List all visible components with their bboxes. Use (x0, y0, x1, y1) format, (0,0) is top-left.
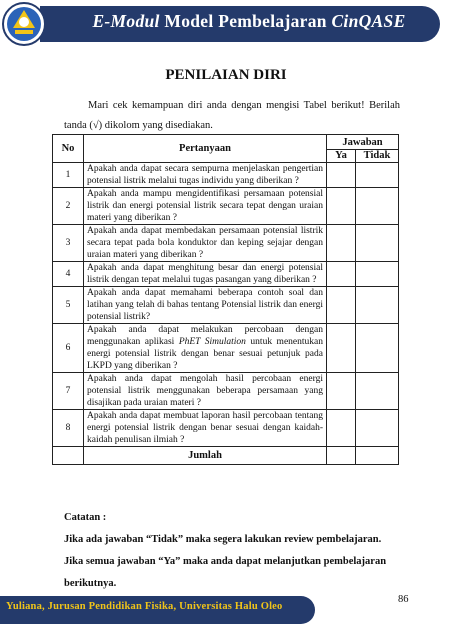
page-header (0, 0, 452, 50)
row-number: 8 (53, 410, 84, 447)
row-question: Apakah anda dapat mengolah hasil percobaan energi potensial listrik menggunakan beberapa persamaan yang disajikan pada uraian materi ? (84, 373, 327, 410)
table-row (53, 188, 399, 225)
answer-yes-cell[interactable] (327, 188, 356, 225)
table-row (53, 373, 399, 410)
notes-section (64, 507, 409, 595)
total-yes-cell[interactable] (327, 447, 356, 465)
page-title: PENILAIAN DIRI (165, 67, 287, 83)
table-row (53, 262, 399, 287)
answer-tidak-cell[interactable] (356, 373, 399, 410)
self-assessment-table (52, 134, 399, 465)
col-header-no: No (53, 135, 84, 163)
total-tidak-cell[interactable] (356, 447, 399, 465)
row-number: 4 (53, 262, 84, 287)
row-question: Apakah anda dapat menghitung besar dan energi potensial listrik dengan tepat melalui tugas pasangan yang diberikan ? (84, 262, 327, 287)
row-number: 2 (53, 188, 84, 225)
row-number: 3 (53, 225, 84, 262)
table-header-row (53, 135, 399, 150)
total-label: Jumlah (84, 447, 327, 465)
row-question: Apakah anda dapat secara sempurna menjelaskan pengertian potensial listrik melalui tugas individu yang diberikan ? (84, 163, 327, 188)
answer-tidak-cell[interactable] (356, 225, 399, 262)
row-question: Apakah anda mampu mengidentifikasi persamaan potensial listrik dan energi potensial listrik secara tepat dengan uraian materi yang diberikan ? (84, 188, 327, 225)
answer-yes-cell[interactable] (327, 410, 356, 447)
notes-heading: Catatan : (64, 512, 107, 523)
col-header-question: Pertanyaan (84, 135, 327, 163)
answer-yes-cell[interactable] (327, 262, 356, 287)
intro-text: Mari cek kemampuan diri anda dengan mengisi Tabel berikut! Berilah tanda (√) dikolom yang disediakan. (64, 100, 400, 131)
col-header-yes: Ya (327, 150, 356, 163)
answer-tidak-cell[interactable] (356, 262, 399, 287)
row-question: Apakah anda dapat membedakan persamaan potensial listrik secara tepat pada bola konduktor dan keping sejajar dengan uraian materi yang diberikan ? (84, 225, 327, 262)
answer-yes-cell[interactable] (327, 373, 356, 410)
row-number: 6 (53, 324, 84, 373)
notes-line-ya: Jika semua jawaban “Ya” maka anda dapat melanjutkan pembelajaran berikutnya. (64, 556, 387, 589)
answer-yes-cell[interactable] (327, 287, 356, 324)
ministry-logo-icon (2, 2, 46, 46)
module-title: E-Modul Model Pembelajaran CinQASE (92, 11, 406, 31)
answer-yes-cell[interactable] (327, 225, 356, 262)
footer-author: Yuliana, Jurusan Pendidikan Fisika, Universitas Halu Oleo (6, 601, 283, 612)
page-number: 86 (398, 594, 409, 605)
row-question: Apakah anda dapat memahami beberapa contoh soal dan latihan yang telah di bahas tentang Potensial listrik dan energi potensial listrik? (84, 287, 327, 324)
answer-tidak-cell[interactable] (356, 324, 399, 373)
row-number: 1 (53, 163, 84, 188)
row-question: Apakah anda dapat membuat laporan hasil percobaan tentang energi potensial listrik dengan benar sesuai dengan kaidah-kaidah penulisan ilmiah ? (84, 410, 327, 447)
table-row (53, 287, 399, 324)
col-header-answer: Jawaban (327, 135, 399, 150)
notes-line-tidak: Jika ada jawaban “Tidak” maka segera lakukan review pembelajaran. (64, 534, 382, 545)
row-question: Apakah anda dapat melakukan percobaan dengan menggunakan aplikasi PhET Simulation untuk menentukan energi potensial listrik dengan benar sesuai petunjuk pada LKPD yang diberikan ? (84, 324, 327, 373)
answer-tidak-cell[interactable] (356, 188, 399, 225)
row-number: 7 (53, 373, 84, 410)
col-header-tidak: Tidak (356, 150, 399, 163)
answer-tidak-cell[interactable] (356, 163, 399, 188)
table-row (53, 324, 399, 373)
total-row (53, 447, 399, 465)
answer-yes-cell[interactable] (327, 324, 356, 373)
answer-tidak-cell[interactable] (356, 410, 399, 447)
table-row (53, 410, 399, 447)
table-row (53, 225, 399, 262)
answer-yes-cell[interactable] (327, 163, 356, 188)
table-row (53, 163, 399, 188)
row-number: 5 (53, 287, 84, 324)
answer-tidak-cell[interactable] (356, 287, 399, 324)
